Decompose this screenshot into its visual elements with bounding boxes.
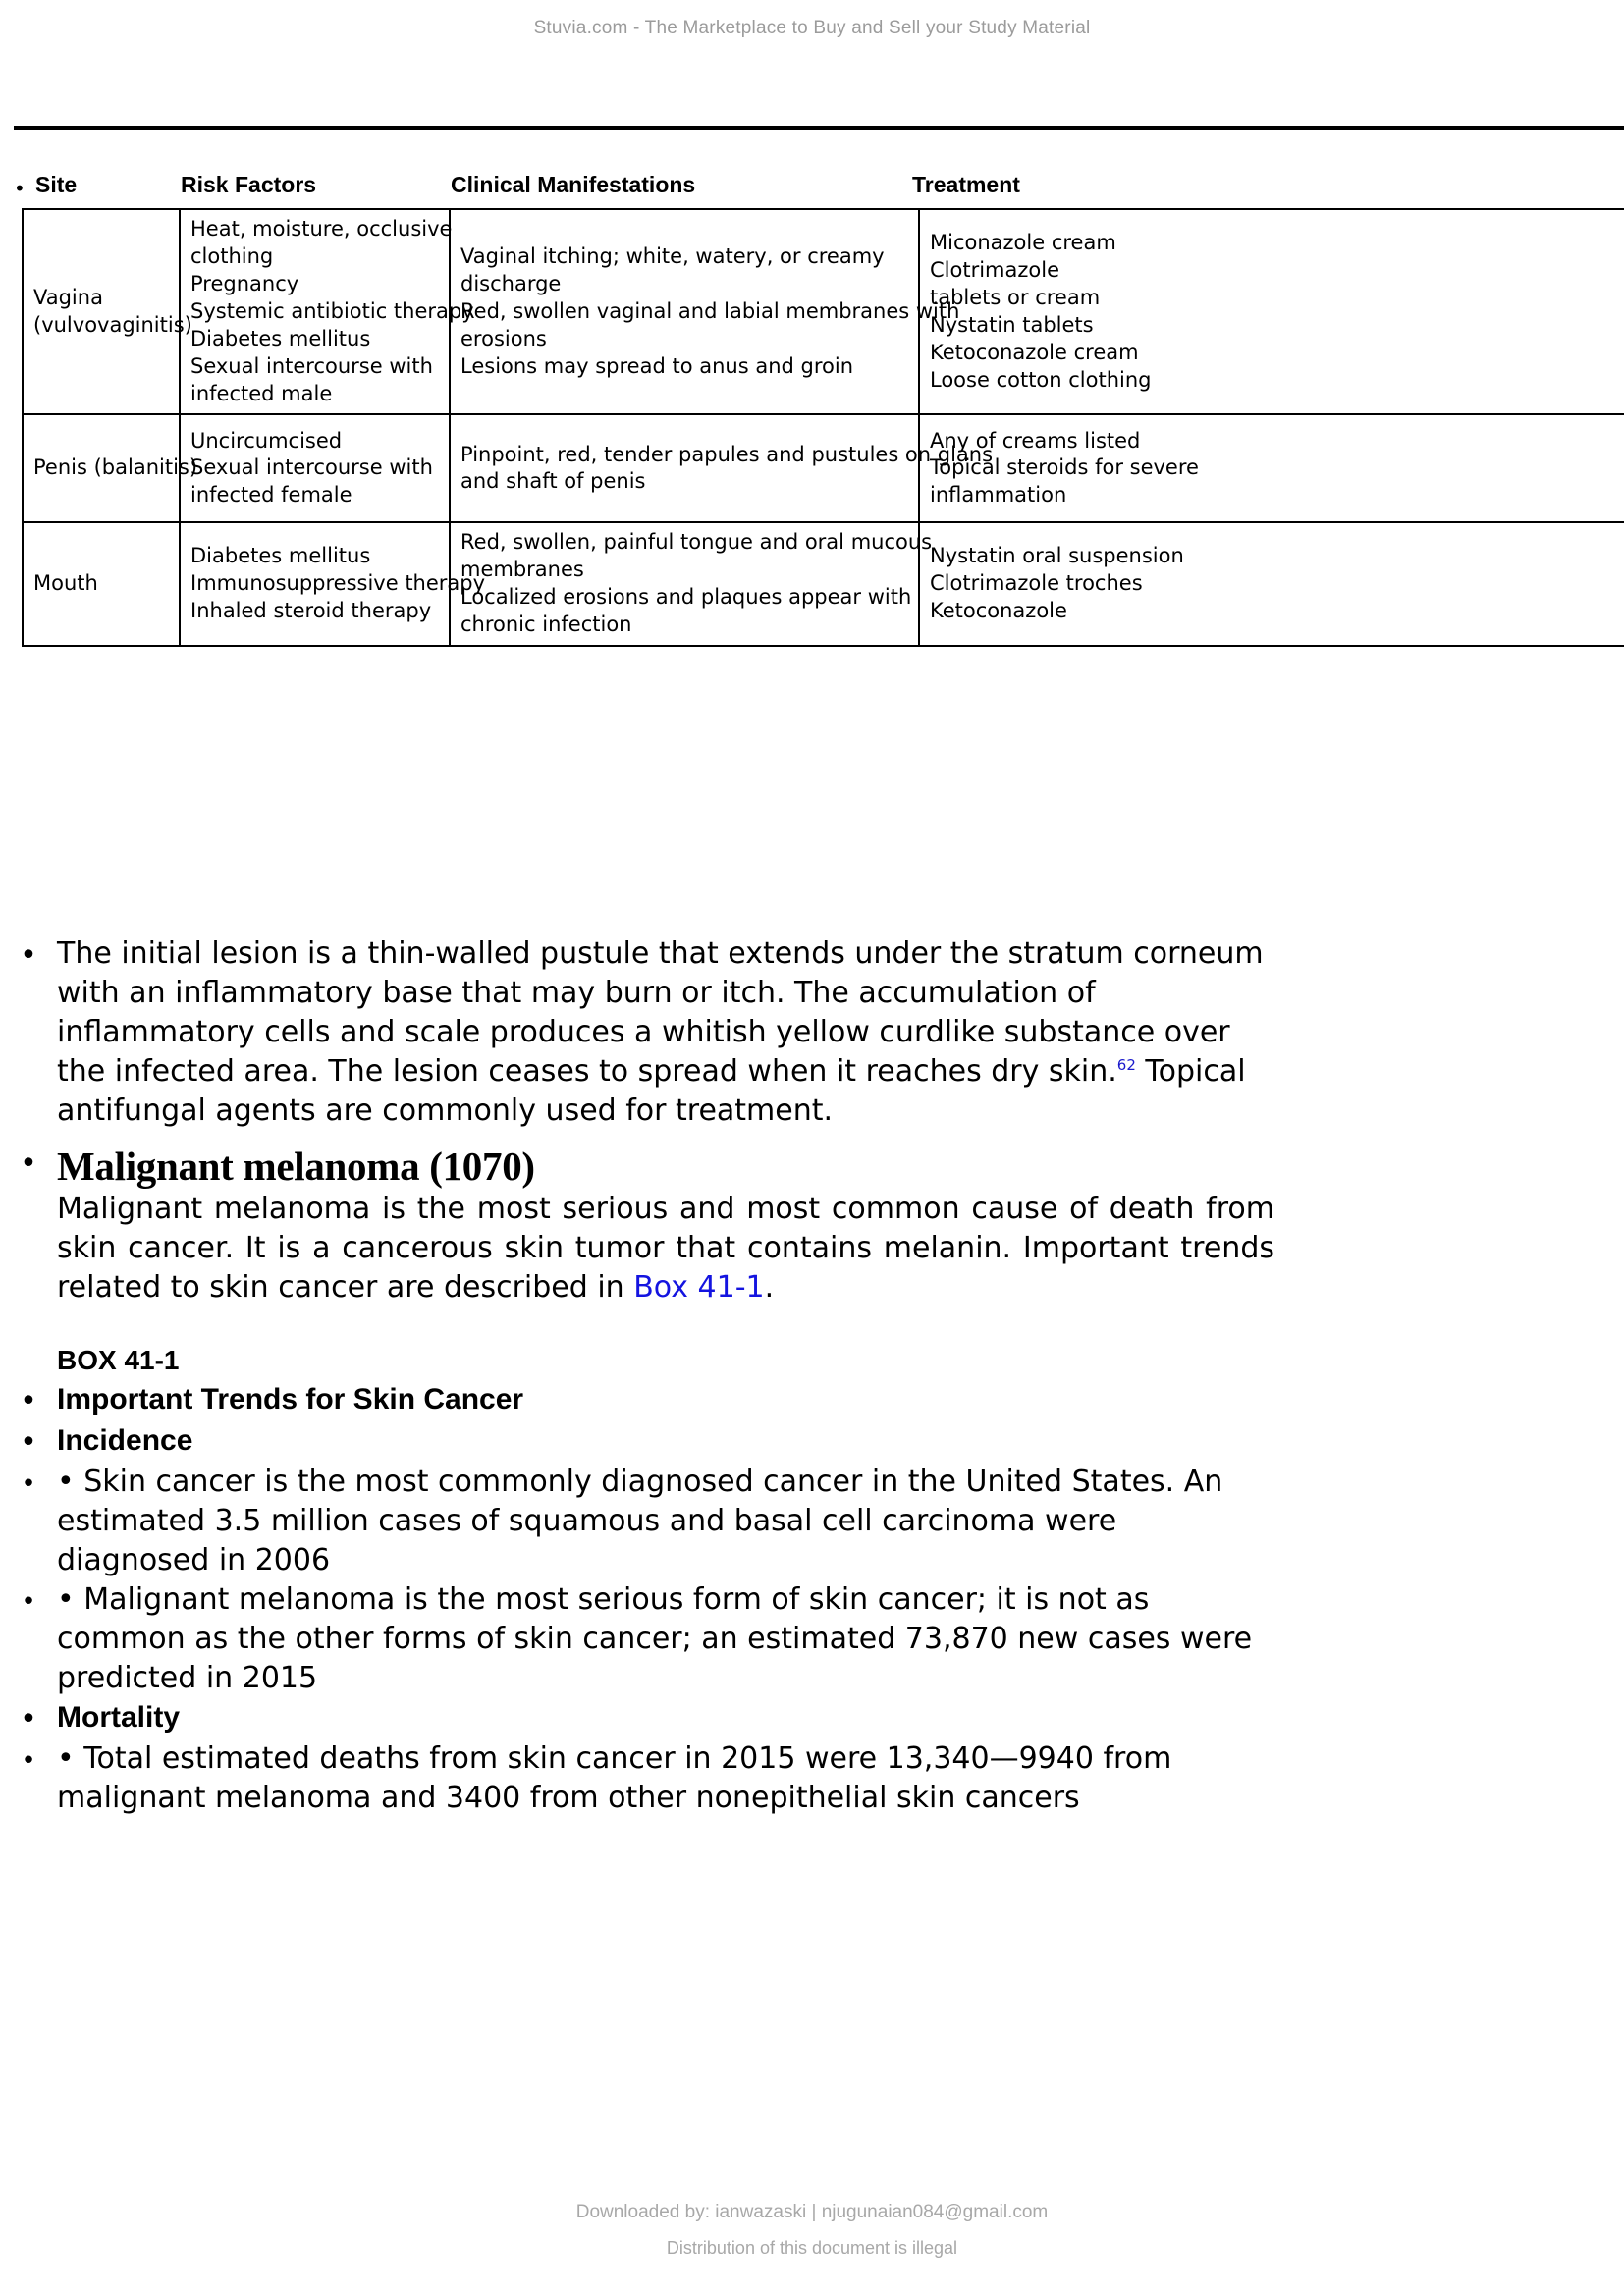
table-header-bullet-icon: • — [14, 177, 26, 200]
cell-line: Red, swollen vaginal and labial membranes with — [460, 298, 960, 323]
cell-line: Nystatin oral suspension — [930, 544, 1184, 568]
cell-line: Vaginal itching; white, watery, or creamy — [460, 243, 885, 268]
cell-line: discharge — [460, 271, 562, 295]
cell-line: Topical steroids for severe — [930, 455, 1199, 480]
distribution-illegal-watermark: Distribution of this document is illegal — [666, 2238, 958, 2258]
column-header-treatment: Treatment — [912, 172, 1020, 197]
cell-line: Diabetes mellitus — [190, 326, 371, 350]
cell-clinical-manifestations — [450, 522, 933, 646]
cell-line: Systemic antibiotic therapy — [190, 298, 474, 323]
cell-line: Any of creams listed — [930, 428, 1141, 453]
cell-line: Red, swollen, painful tongue and oral mucous — [460, 530, 933, 555]
bullet-item-box-title — [0, 1380, 1624, 1421]
cell-line: Vagina — [33, 285, 103, 309]
bullet-dot-icon: • — [20, 1425, 37, 1460]
cell-line: Inhaled steroid therapy — [190, 599, 432, 623]
cell-line: Mouth — [33, 571, 98, 596]
bullet-item-incidence-heading — [0, 1421, 1624, 1463]
cell-line: Sexual intercourse with — [190, 455, 433, 480]
bullet-dot-icon: • — [20, 1147, 37, 1181]
cell-line: infected male — [190, 381, 333, 405]
cell-line: Loose cotton clothing — [930, 367, 1152, 392]
cell-line: Ketoconazole cream — [930, 340, 1139, 364]
column-header-risk-factors: Risk Factors — [181, 172, 317, 197]
incidence-heading: Incidence — [57, 1424, 193, 1457]
downloaded-by-watermark: Downloaded by: ianwazaski | njugunaian084@gmail.com — [575, 2202, 1049, 2222]
table-row — [23, 209, 1624, 414]
bullet-item-mortality-1 — [0, 1739, 1624, 1818]
cell-clinical-manifestations — [450, 414, 994, 522]
bullet-dot-icon: • — [20, 1702, 37, 1736]
cell-site — [23, 414, 198, 522]
column-header-clinical-manifestations: Clinical Manifestations — [451, 172, 696, 197]
cell-line: infected female — [190, 483, 352, 507]
box-label: BOX 41-1 — [57, 1345, 180, 1375]
cell-line: Clotrimazole — [930, 257, 1059, 282]
cell-clinical-manifestations — [450, 209, 960, 414]
cell-line: erosions — [460, 326, 547, 350]
document-body — [0, 934, 1624, 1818]
incidence-bullet-text: • Skin cancer is the most commonly diagnosed cancer in the United States. An estimated 3.5 million cases of squamous and basal cell carcinoma were diagnosed in 2006 — [57, 1465, 1223, 1577]
cell-line: Localized erosions and plaques appear with — [460, 585, 912, 610]
cell-line: and shaft of penis — [460, 469, 646, 494]
column-header-site: Site — [35, 172, 78, 197]
cell-line: Clotrimazole troches — [930, 571, 1143, 596]
box-41-1-link[interactable]: Box 41-1 — [633, 1270, 765, 1305]
melanoma-text-part1: Malignant melanoma is the most serious and most common cause of death from skin cancer. It is a cancerous skin tumor that contains melanin. Important trends related to skin cancer are described in — [57, 1192, 1274, 1305]
bullet-dot-icon: • — [21, 1469, 36, 1499]
malignant-melanoma-paragraph — [57, 1190, 1274, 1308]
cell-line: inflammation — [930, 483, 1067, 507]
cell-line: Diabetes mellitus — [190, 544, 371, 568]
cell-line: Ketoconazole — [930, 599, 1067, 623]
bullet-item-mortality-heading — [0, 1698, 1624, 1739]
cell-line: membranes — [460, 558, 584, 582]
reference-superscript: 62 — [1116, 1056, 1136, 1074]
cell-line: Immunosuppressive therapy — [190, 571, 486, 596]
cell-line: Lesions may spread to anus and groin — [460, 353, 854, 378]
malignant-melanoma-heading: Malignant melanoma (1070) — [57, 1144, 535, 1189]
cell-line: Penis (balanitis) — [33, 455, 198, 480]
bullet-item-initial-lesion — [0, 934, 1624, 1131]
cell-line: Pregnancy — [190, 271, 299, 295]
cell-treatment — [919, 414, 1624, 522]
cell-risk-factors — [180, 209, 474, 414]
cell-line: Miconazole cream — [930, 230, 1116, 254]
cell-risk-factors — [180, 414, 450, 522]
cell-site — [23, 209, 192, 414]
cell-risk-factors — [180, 522, 486, 646]
table-row — [23, 414, 1624, 522]
mortality-heading: Mortality — [57, 1701, 181, 1734]
table-header-row — [14, 130, 1624, 198]
cell-line: Uncircumcised — [190, 428, 343, 453]
bullet-dot-icon: • — [20, 1384, 37, 1418]
box-title: Important Trends for Skin Cancer — [57, 1383, 524, 1415]
melanoma-text-part2: . — [764, 1270, 775, 1305]
cell-line: tablets or cream — [930, 285, 1101, 309]
bullet-dot-icon: • — [21, 1587, 36, 1617]
incidence-bullet-text: • Malignant melanoma is the most serious form of skin cancer; it is not as common as the other forms of skin cancer; an estimated 73,870 new cases were predicted in 2015 — [57, 1582, 1253, 1695]
cell-site — [23, 522, 180, 646]
cell-line: clothing — [190, 243, 274, 268]
cell-line: Sexual intercourse with — [190, 353, 433, 378]
cell-line: Nystatin tablets — [930, 312, 1094, 337]
candidiasis-table — [22, 208, 1624, 647]
cell-treatment — [919, 522, 1624, 646]
cell-line: (vulvovaginitis) — [33, 312, 192, 337]
initial-lesion-paragraph — [57, 934, 1274, 1131]
bullet-item-malignant-melanoma — [0, 1143, 1624, 1308]
cell-treatment — [919, 209, 1624, 414]
bullet-dot-icon: • — [20, 938, 37, 973]
initial-lesion-text-part2: Topical antifungal agents are commonly used for treatment. — [57, 1054, 1246, 1128]
cell-line: chronic infection — [460, 613, 632, 637]
cell-line: Heat, moisture, occlusive — [190, 217, 453, 240]
mortality-bullet-text: • Total estimated deaths from skin cancer in 2015 were 13,340—9940 from malignant melanoma and 3400 from other nonepithelial skin cancers — [57, 1741, 1172, 1815]
stuvia-top-watermark: Stuvia.com - The Marketplace to Buy and Sell your Study Material — [533, 18, 1091, 38]
cell-line: Pinpoint, red, tender papules and pustules on glans — [460, 442, 994, 466]
candidiasis-table-region — [14, 126, 1624, 647]
bullet-item-incidence-1 — [0, 1463, 1624, 1580]
bullet-dot-icon: • — [21, 1746, 36, 1776]
table-row — [23, 522, 1624, 646]
initial-lesion-text-part1: The initial lesion is a thin-walled pustule that extends under the stratum corneum with an inflammatory base that may burn or itch. The accumulation of inflammatory cells and scale produces a whitish yellow curdlike substance over the infected area. The lesion ceases to spread when it reaches dry skin. — [57, 936, 1264, 1089]
bullet-item-incidence-2 — [0, 1580, 1624, 1698]
